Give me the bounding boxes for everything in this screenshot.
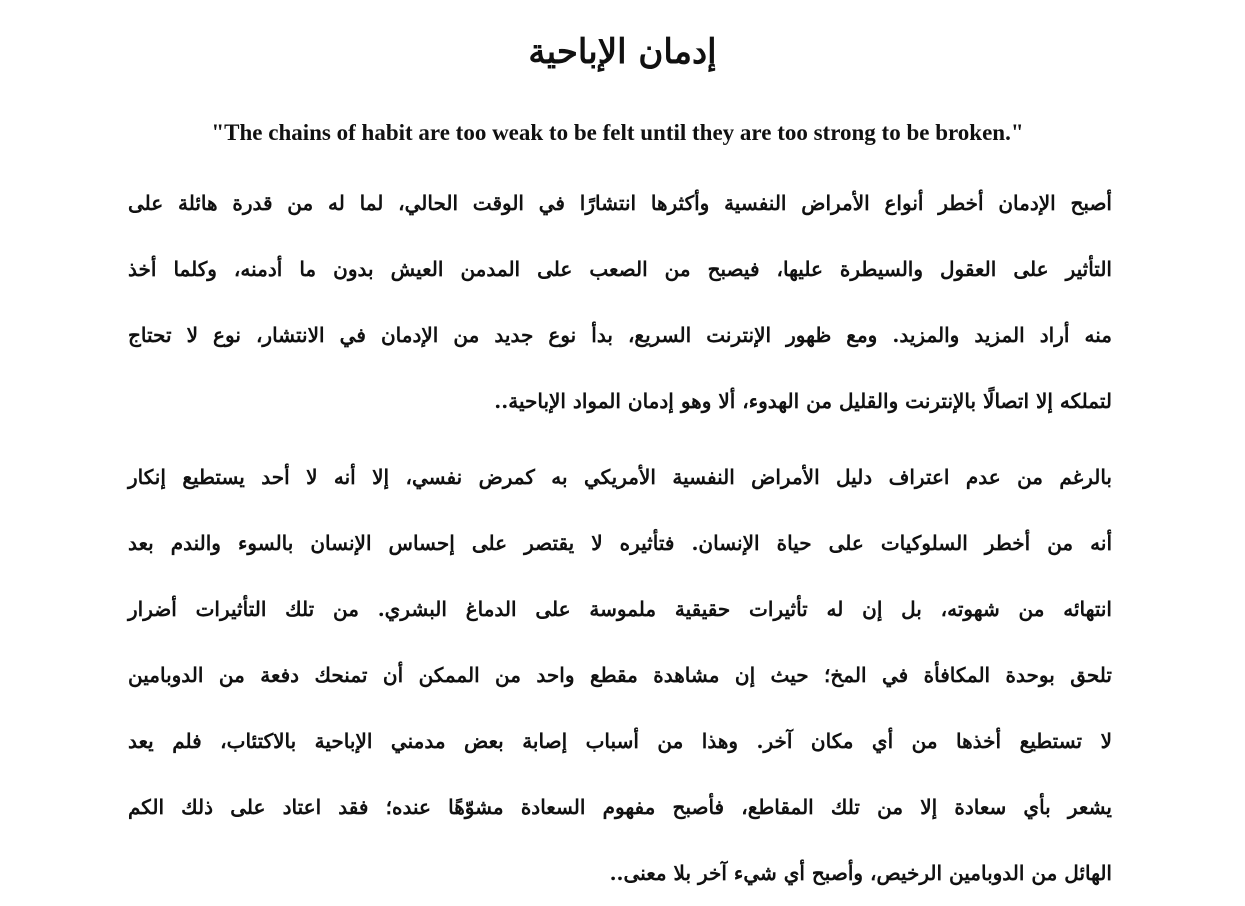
paragraph-line: انتهائه من شهوته، بل إن له تأثيرات حقيقية ملموسة على الدماغ البشري. من تلك التأثيرات أضرار [128,597,1112,621]
epigraph-quote: "The chains of habit are too weak to be felt until they are too strong to be broken." [211,120,1024,145]
paragraph-line: الهائل من الدوبامين الرخيص، وأصبح أي شيء آخر بلا معنى.. [609,861,1112,885]
paragraph-line: لا تستطيع أخذها من أي مكان آخر. وهذا من أسباب إصابة بعض مدمني الإباحية بالاكتئاب، فلم يعد [128,729,1112,753]
paragraph-2 [128,444,1112,906]
paragraph-line: أنه من أخطر السلوكيات على حياة الإنسان. فتأثيره لا يقتصر على إحساس الإنسان بالسوء والندم بعد [128,531,1112,555]
paragraph-line: أصبح الإدمان أخطر أنواع الأمراض النفسية وأكثرها انتشارًا في الوقت الحالي، لما له من قدرة هائلة على [128,191,1112,215]
paragraph-line: تلحق بوحدة المكافأة في المخ؛ حيث إن مشاهدة مقطع واحد من الممكن أن تمنحك دفعة من الدوبامين [128,663,1112,687]
document-title: إدمان الإباحية [528,32,717,72]
paragraph-line: لتملكه إلا اتصالًا بالإنترنت والقليل من الهدوء، ألا وهو إدمان المواد الإباحية.. [494,389,1112,413]
paragraph-line: يشعر بأي سعادة إلا من تلك المقاطع، فأصبح مفهوم السعادة مشوّهًا عنده؛ فقد اعتاد على ذلك الكم [128,795,1112,819]
paragraph-line: التأثير على العقول والسيطرة عليها، فيصبح من الصعب على المدمن العيش بدون ما أدمنه، وكلما أخذ [128,257,1112,281]
paragraph-line: بالرغم من عدم اعتراف دليل الأمراض النفسية الأمريكي به كمرض نفسي، إلا أنه لا أحد يستطيع إنكار [128,465,1112,489]
paragraph-line: منه أراد المزيد والمزيد. ومع ظهور الإنترنت السريع، بدأ نوع جديد من الإدمان في الانتشار، نوع لا تحتاج [128,323,1112,347]
paragraph-1 [128,170,1112,434]
